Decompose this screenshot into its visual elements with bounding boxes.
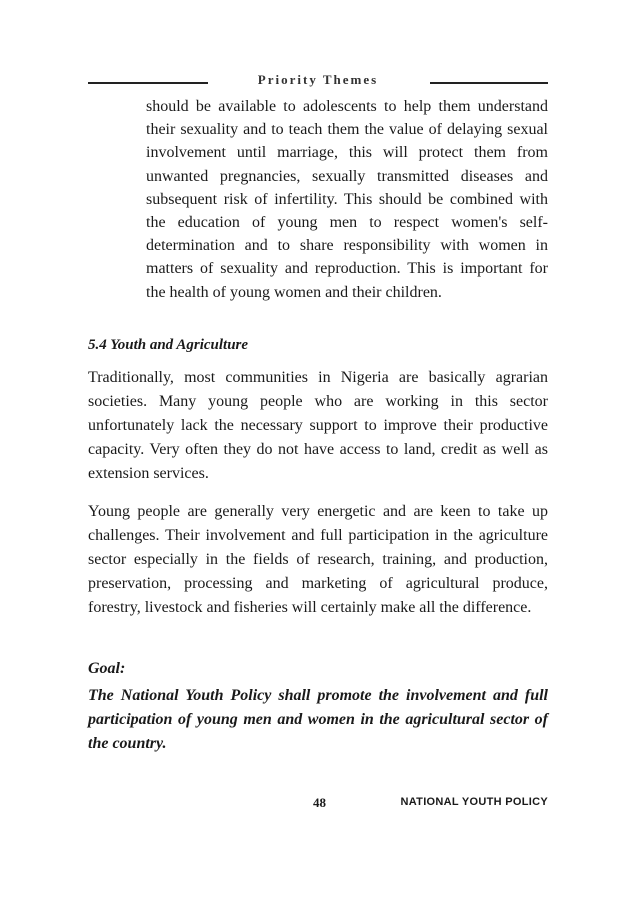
goal-label: Goal: [88,660,126,677]
continued-paragraph: should be available to adolescents to help them understand their sexuality and to teach them the value of delaying sexual involvement until marriage, this will protect them from unwanted pregnancies, sexually transmitted diseases and subsequent risk of infertility. This should be combined with the education of young men to respect women's self-determination and to share responsibility with women in matters of sexuality and reproduction. This is important for the health of young women and their children. [146,98,548,301]
page-number: 48 [313,795,326,810]
page-footer [88,795,548,815]
goal-text: The National Youth Policy shall promote the involvement and full participation of young men and women in the agricultural sector of the country. [88,687,548,752]
header-title: Priority Themes [257,72,379,87]
footer-title: NATIONAL YOUTH POLICY [400,796,548,808]
continued-paragraph-block [146,95,548,304]
section-heading: 5.4 Youth and Agriculture [88,337,249,353]
body-paragraph-2: Young people are generally very energetic and are keen to take up challenges. Their involvement and full participation in the agriculture sector especially in the fields of research, training, and production, preservation, processing and marketing of agricultural produce, forestry, livestock and fisheries will certainly make all the difference. [88,503,548,616]
running-header [88,70,548,94]
body-paragraph-1: Traditionally, most communities in Nigeria are basically agrarian societies. Many young people who are working in this sector unfortunately lack the necessary support to improve their productive capacity. Very often they do not have access to land, credit as well as extension services. [88,369,548,482]
header-rule-right [430,82,548,84]
